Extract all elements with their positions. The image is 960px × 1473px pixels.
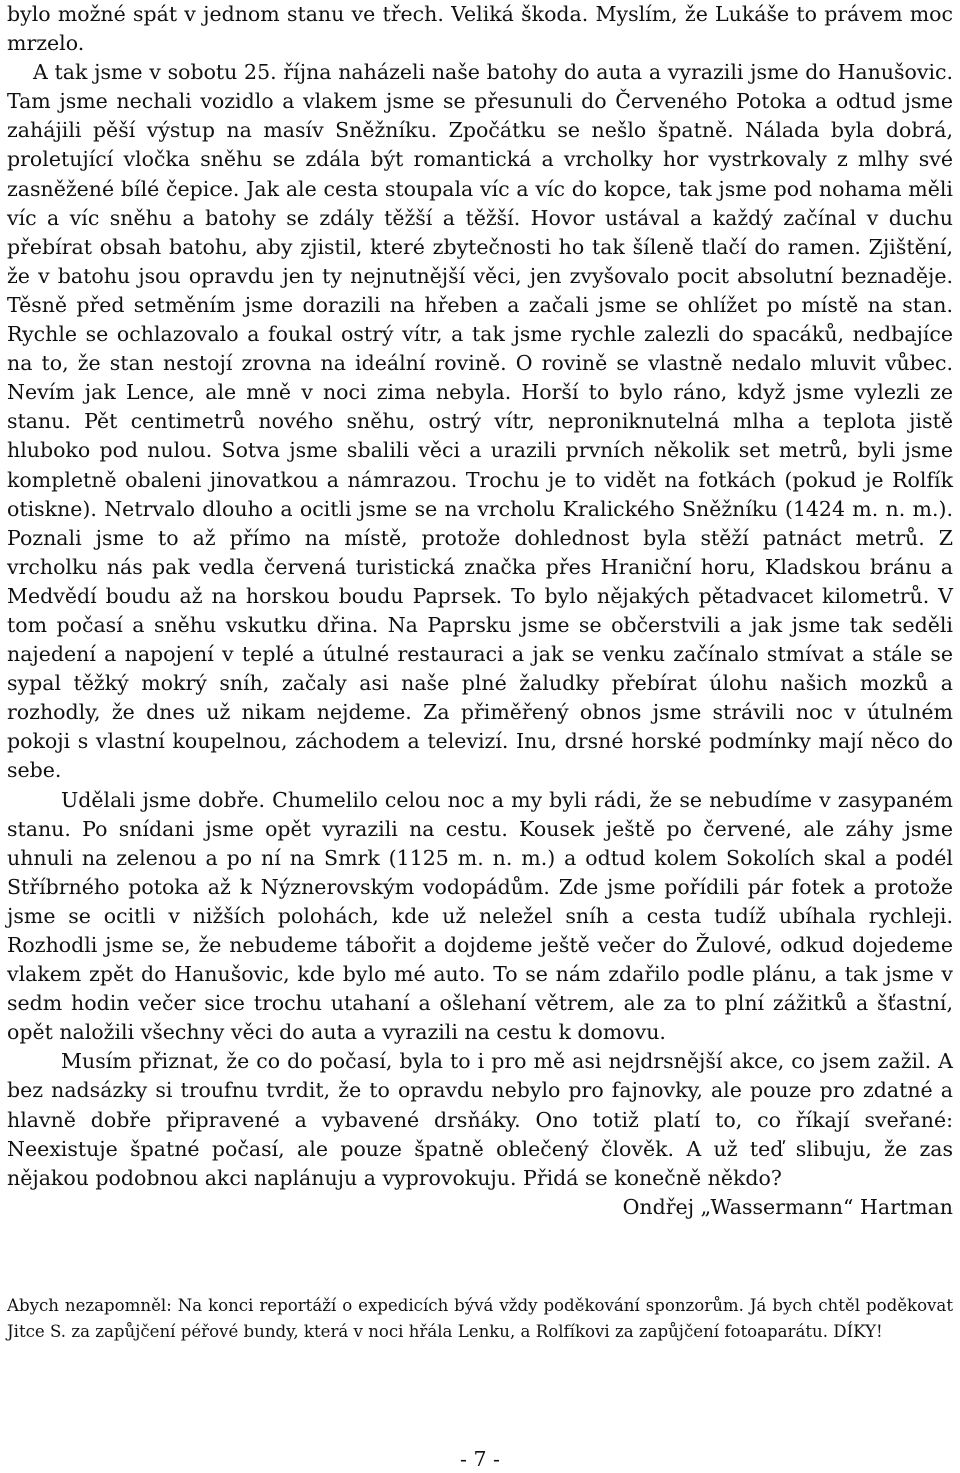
footnote: Abych nezapomněl: Na konci reportáží o expedicích bývá vždy poděkování sponzorům. Já bych chtěl poděkovat Jitce S. za zapůjčení péřové bundy, která v noci hřála Lenku, a Rolfíkovi za zapůjčení fotoaparátu. DÍKY! [7,1296,953,1341]
article-body [7,0,953,1193]
paragraph-1: bylo možné spát v jednom stanu ve třech. Veliká škoda. Myslím, že Lukáše to právem moc mrzelo. [7,2,953,56]
paragraph-4: Musím přiznat, že co do počasí, byla to i pro mě asi nejdrsnější akce, co jsem zažil. A bez nadsázky si troufnu tvrdit, že to opravdu nebylo pro fajnovky, ale pouze pro zdatné a hlavně dobře připravené a vybavené drsňáky. Ono totiž platí to, co říkají sveřané: Neexistuje špatné počasí, ale pouze špatně oblečený člověk. A už teď slibuju, že zas nějakou podobnou akci naplánuju a vyprovokuju. Přidá se konečně někdo? [7,1049,953,1190]
page-number: - 7 - [460,1447,500,1471]
document-page [7,0,953,1222]
paragraph-2: A tak jsme v sobotu 25. října naházeli naše batohy do auta a vyrazili jsme do Hanušovic. Tam jsme nechali vozidlo a vlakem jsme se přesunuli do Červeného Potoka a odtud jsme zahájili pěší výstup na masív Sněžníku. Zpočátku se nešlo špatně. Nálada byla dobrá, proletující vločka sněhu se zdála být romantická a vrcholky hor vystrkovaly z mlhy své zasněžené bílé čepice. Jak ale cesta stoupala víc a víc do kopce, tak jsme pod nohama měli víc a víc sněhu a batohy se zdály těžší a těžší. Hovor ustával a každý začínal v duchu přebírat obsah batohu, aby zjistil, které zbytečnosti ho tak šíleně tlačí do ramen. Zjištění, že v batohu jsou opravdu jen ty nejnutnější věci, jen zvyšovalo pocit absolutní beznaděje. Těsně před setměním jsme dorazili na hřeben a začali jsme se ohlížet po místě na stan. Rychle se ochlazovalo a foukal ostrý vítr, a tak jsme rychle zalezli do spacáků, nedbajíce na to, že stan nestojí zrovna na ideální rovině. O rovině se vlastně nedalo mluvit vůbec. Nevím jak Lence, ale mně v noci zima nebyla. Horší to bylo ráno, když jsme vylezli ze stanu. Pět centimetrů nového sněhu, ostrý vítr, neproniknutelná mlha a teplota jistě hluboko pod nulou. Sotva jsme sbalili věci a urazili prvních několik set metrů, byli jsme kompletně obaleni jinovatkou a námrazou. Trochu je to vidět na fotkách (pokud je Rolfík otiskne). Netrvalo dlouho a ocitli jsme se na vrcholu Kralického Sněžníku (1424 m. n. m.). Poznali jsme to až přímo na místě, protože dohlednost byla stěží patnáct metrů. Z vrcholku nás pak vedla červená turistická značka přes Hraniční horu, Kladskou bránu a Medvědí boudu až na horskou boudu Paprsek. To bylo nějakých pětadvacet kilometrů. V tom počasí a sněhu vskutku dřina. Na Paprsku jsme se občerstvili a jak jsme tak seděli najedení a napojení v teplé a útulné restauraci a jak se venku začínalo stmívat a stále se sypal těžký mokrý sníh, začaly asi naše plné žaludky přebírat úlohu našich mozků a rozhodly, že dnes už nikam nejdeme. Za přiměřený obnos jsme strávili noc v útulném pokoji s vlastní koupelnou, záchodem a televizí. Inu, drsné horské podmínky mají něco do sebe. [7,60,953,783]
paragraph-3: Udělali jsme dobře. Chumelilo celou noc a my byli rádi, že se nebudíme v zasypaném stanu. Po snídani jsme opět vyrazili na cestu. Kousek ještě po červené, ale záhy jsme uhnuli na zelenou a po ní na Smrk (1125 m. n. m.) a odtud kolem Sokolích skal a podél Stříbrného potoka až k Nýznerovským vodopádům. Zde jsme pořídili pár fotek a protože jsme se ocitli v nižších polohách, kde už neležel sníh a cesta tudíž ubíhala rychleji. Rozhodli jsme se, že nebudeme tábořit a dojdeme ještě večer do Žulové, odkud dojedeme vlakem zpět do Hanušovic, kde bylo mé auto. To se nám zdařilo podle plánu, a tak jsme v sedm hodin večer sice trochu utahaní a ošlehaní větrem, ale za to plní zážitků a šťastní, opět naložili všechny věci do auta a vyrazili na cestu k domovu. [7,787,953,1045]
author-signature: Ondřej „Wassermann“ Hartman [622,1194,953,1219]
